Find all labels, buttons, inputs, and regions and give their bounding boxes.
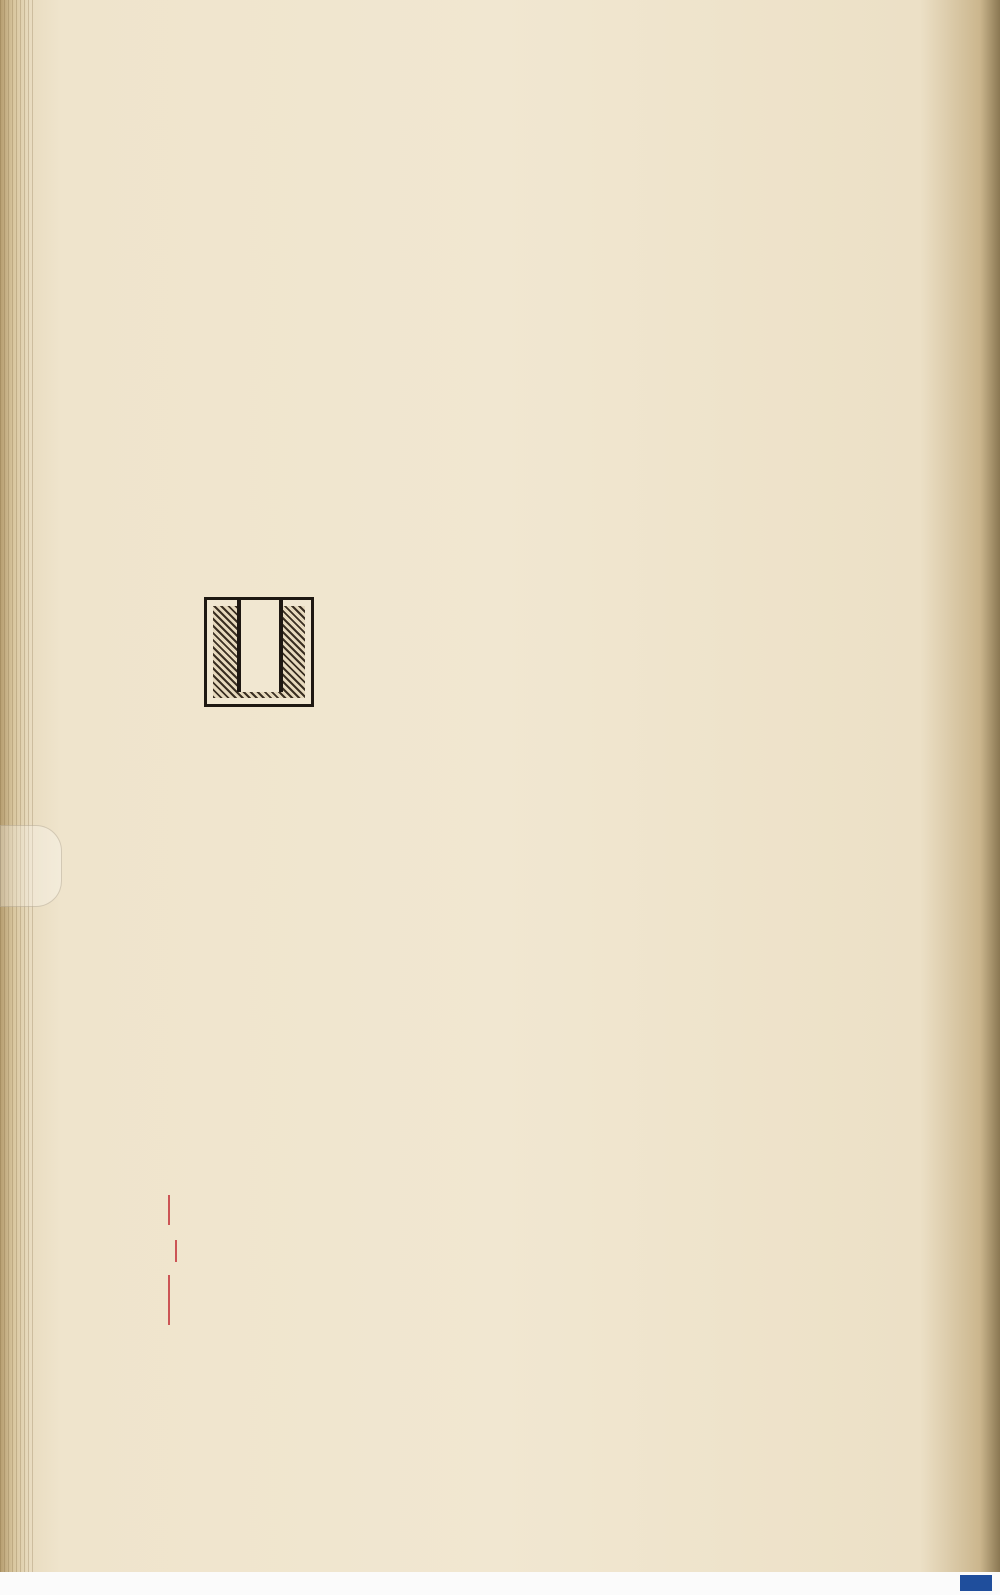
initial-letter xyxy=(237,600,283,692)
decorated-initial xyxy=(204,597,314,707)
red-pencil-mark xyxy=(168,1275,170,1325)
red-pencil-mark xyxy=(168,1195,170,1225)
dfg-logo xyxy=(960,1575,992,1591)
footer-bar xyxy=(0,1572,1000,1595)
page-clip xyxy=(0,825,62,907)
red-pencil-mark xyxy=(175,1240,177,1262)
